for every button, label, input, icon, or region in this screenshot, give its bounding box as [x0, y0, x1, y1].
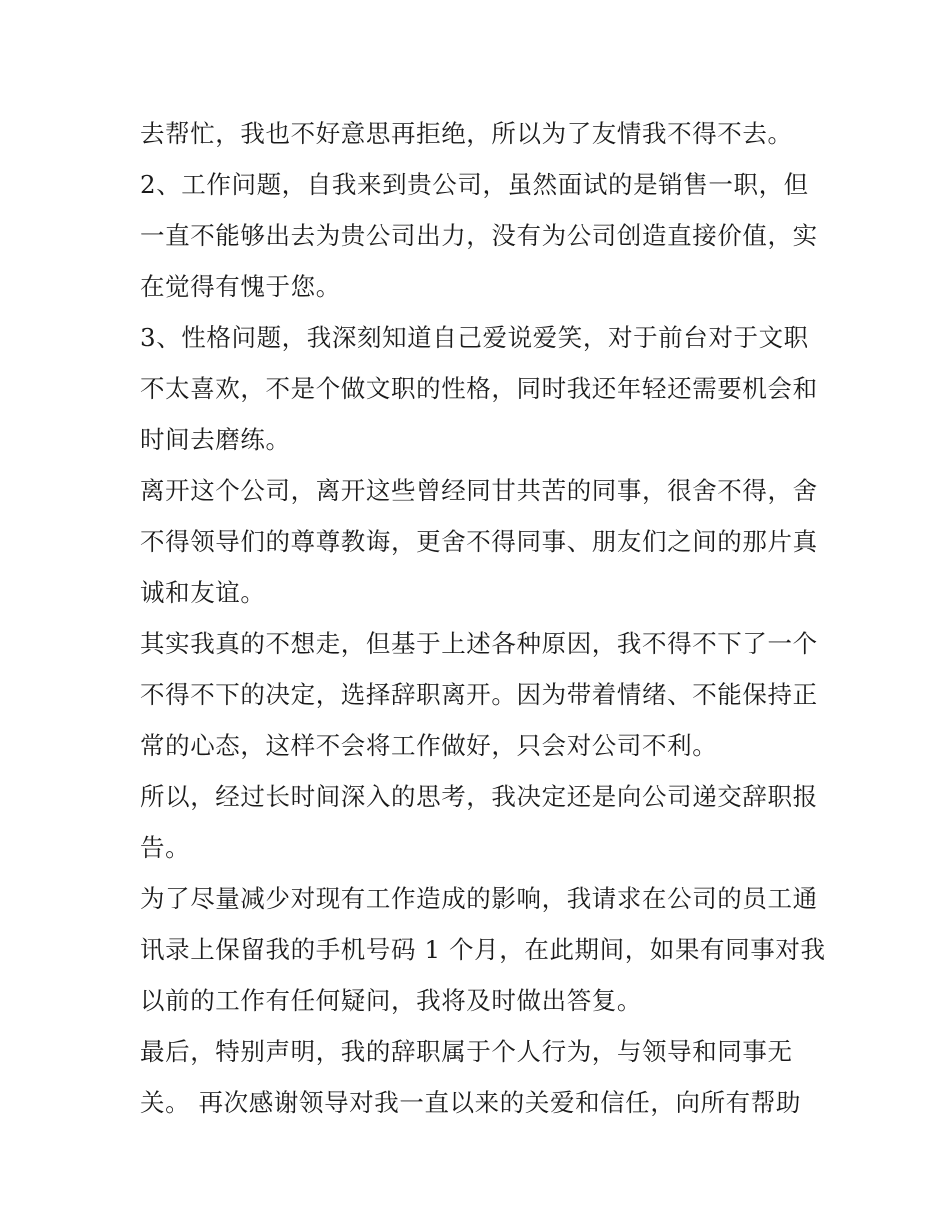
text-line: 离开这个公司，离开这些曾经同甘共苦的同事，很舍不得，舍: [140, 476, 818, 505]
text-line: 在觉得有愧于您。: [140, 272, 341, 301]
text-line: 诚和友谊。: [140, 578, 266, 607]
text-line: 最后，特别声明，我的辞职属于个人行为，与领导和同事无: [140, 1037, 793, 1066]
text-line: 不得领导们的尊尊教诲，更舍不得同事、朋友们之间的那片真: [140, 527, 818, 556]
text-line: 3、性格问题，我深刻知道自己爱说爱笑，对于前台对于文职: [140, 323, 809, 352]
text-line: 常的心态，这样不会将工作做好，只会对公司不利。: [140, 731, 718, 760]
text-line: 告。: [140, 833, 191, 862]
resignation-letter-body: [140, 108, 826, 1128]
text-line: 不太喜欢，不是个做文职的性格，同时我还年轻还需要机会和: [140, 374, 818, 403]
text-line: 关。 再次感谢领导对我一直以来的关爱和信任，向所有帮助: [140, 1088, 801, 1117]
text-line: 为了尽量减少对现有工作造成的影响，我请求在公司的员工通: [140, 884, 818, 913]
text-line: 不得不下的决定，选择辞职离开。因为带着情绪、不能保持正: [140, 680, 818, 709]
text-line: 时间去磨练。: [140, 425, 291, 454]
text-line: 一直不能够出去为贵公司出力，没有为公司创造直接价值，实: [140, 221, 818, 250]
text-line: 所以，经过长时间深入的思考，我决定还是向公司递交辞职报: [140, 782, 818, 811]
text-line: 以前的工作有任何疑问，我将及时做出答复。: [140, 986, 642, 1015]
text-line: 2、工作问题，自我来到贵公司，虽然面试的是销售一职，但: [140, 170, 809, 199]
text-line: 其实我真的不想走，但基于上述各种原因，我不得不下了一个: [140, 629, 818, 658]
text-line: 讯录上保留我的手机号码 1 个月，在此期间，如果有同事对我: [140, 935, 826, 964]
text-line: 去帮忙，我也不好意思再拒绝，所以为了友情我不得不去。: [140, 119, 793, 148]
